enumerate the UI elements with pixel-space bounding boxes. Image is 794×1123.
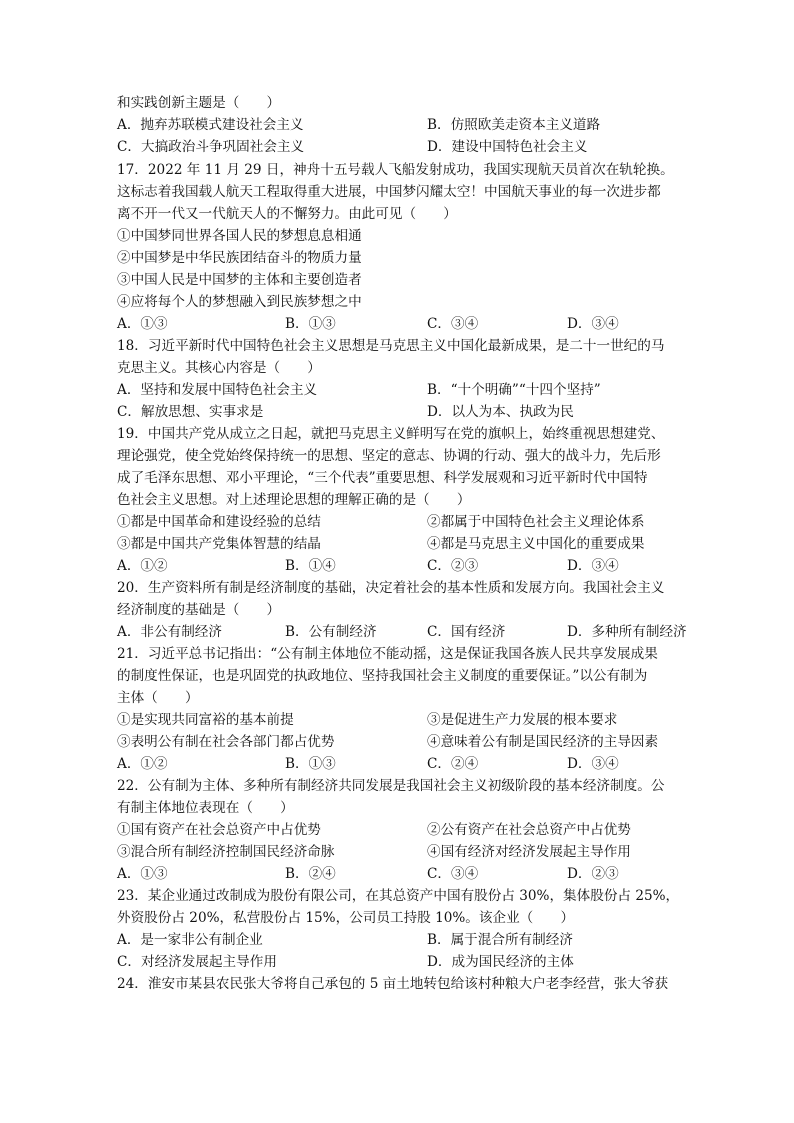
question-stem-line: 离不开一代又一代航天人的不懈努力。由此可见（ ） [117, 206, 457, 222]
option-row [117, 929, 687, 951]
question-stem-line: 经济制度的基础是（ ） [117, 602, 281, 618]
option-d: D．③④ [567, 316, 619, 332]
statement-1: ①国有资产在社会总资产中占优势 [117, 822, 321, 838]
option-c: C．③④ [427, 316, 479, 332]
statement-row [117, 511, 687, 533]
option-d: D．②③ [567, 866, 619, 882]
statement-row [117, 709, 687, 731]
question-stem-line: 19．中国共产党从成立之日起，就把马克思主义鲜明写在党的旗帜上，始终重视思想建党、 [117, 426, 665, 442]
option-d: D．多种所有制经济 [567, 624, 687, 640]
statement-4: ④国有经济对经济发展起主导作用 [427, 844, 631, 860]
option-c: C．②③ [427, 558, 479, 574]
question-stem-line: 21．习近平总书记指出：“公有制主体地位不能动摇，这是保证我国各族人民共享发展成果 [117, 646, 658, 662]
option-row [117, 753, 687, 775]
option-b: B．公有制经济 [285, 624, 377, 640]
statement-3: ③混合所有制经济控制国民经济命脉 [117, 844, 335, 860]
question-stem-line: 这标志着我国载人航天工程取得重大进展，中国梦闪耀太空！中国航天事业的每一次进步都 [117, 184, 661, 200]
statement-row [117, 533, 687, 555]
question-24 [117, 973, 687, 995]
statement-2: ③是促进生产力发展的根本要求 [427, 712, 618, 728]
option-row [117, 401, 687, 423]
statement-row [117, 841, 687, 863]
option-a: A．坚持和发展中国特色社会主义 [117, 382, 318, 398]
option-b: B．②④ [285, 866, 336, 882]
question-21 [117, 643, 687, 775]
question-stem-line: 17．2022 年 11 月 29 日，神舟十五号载人飞船发射成功，我国实现航天员首次在轨轮换。 [117, 162, 674, 178]
option-c: C．国有经济 [427, 624, 506, 640]
option-a: A．①③ [117, 316, 168, 332]
option-c: C．对经济发展起主导作用 [117, 954, 277, 970]
question-16 [117, 92, 687, 158]
option-row [117, 621, 687, 643]
statement-3: ③表明公有制在社会各部门都占优势 [117, 734, 335, 750]
statement-row [117, 819, 687, 841]
question-17 [117, 159, 687, 335]
option-a: A．①② [117, 558, 168, 574]
question-stem-line: 成了毛泽东思想、邓小平理论，“三个代表”重要思想、科学发展观和习近平新时代中国特 [117, 470, 648, 486]
statement-4: ④都是马克思主义中国化的重要成果 [427, 536, 645, 552]
question-stem-line: 有制主体地位表现在（ ） [117, 800, 294, 816]
question-stem-line: 23．某企业通过改制成为股份有限公司，在其总资产中国有股份占 30%，集体股份占 25%， [117, 888, 680, 904]
statement-3: ③中国人民是中国梦的主体和主要创造者 [117, 272, 362, 288]
option-row [117, 379, 687, 401]
option-d: D．③④ [567, 558, 619, 574]
option-a: A．非公有制经济 [117, 624, 222, 640]
option-a: A．是一家非公有制企业 [117, 932, 263, 948]
question-stem-line: 色社会主义思想。对上述理论思想的理解正确的是（ ） [117, 492, 471, 508]
option-c: C．②④ [427, 756, 479, 772]
option-b: B．①③ [285, 316, 336, 332]
question-22 [117, 775, 687, 885]
option-b: B．属于混合所有制经济 [427, 932, 573, 948]
option-b: B．①④ [285, 558, 336, 574]
option-d: D．以人为本、执政为民 [427, 404, 574, 420]
question-stem-line: 22．公有制为主体、多种所有制经济共同发展是我国社会主义初级阶段的基本经济制度。公 [117, 778, 665, 794]
option-d: D．成为国民经济的主体 [427, 954, 574, 970]
question-stem-line: 理论强党，使全党始终保持统一的思想、坚定的意志、协调的行动、强大的战斗力，先后形 [117, 448, 661, 464]
question-stem-line: 18．习近平新时代中国特色社会主义思想是马克思主义中国化最新成果，是二十一世纪的马 [117, 338, 665, 354]
statement-1: ①是实现共同富裕的基本前提 [117, 712, 294, 728]
question-stem-line: 克思主义。其核心内容是（ ） [117, 360, 321, 376]
question-stem-line: 主体（ ） [117, 690, 199, 706]
option-a: A．①② [117, 756, 168, 772]
option-row [117, 114, 687, 136]
question-23 [117, 885, 687, 973]
statement-4: ④意味着公有制是国民经济的主导因素 [427, 734, 659, 750]
option-row [117, 313, 687, 335]
statement-1: ①都是中国革命和建设经验的总结 [117, 514, 321, 530]
statement-row [117, 731, 687, 753]
option-c: C．大搞政治斗争巩固社会主义 [117, 139, 305, 155]
option-a: A．抛弃苏联模式建设社会主义 [117, 117, 304, 133]
question-19 [117, 423, 687, 577]
option-b: B．仿照欧美走资本主义道路 [427, 117, 601, 133]
statement-2: ②都属于中国特色社会主义理论体系 [427, 514, 645, 530]
option-b: B．①③ [285, 756, 336, 772]
question-stem-line: 20．生产资料所有制是经济制度的基础，决定着社会的基本性质和发展方向。我国社会主义 [117, 580, 665, 596]
statement-3: ③都是中国共产党集体智慧的结晶 [117, 536, 321, 552]
option-c: C．解放思想、实事求是 [117, 404, 264, 420]
question-stem-line: 的制度性保证，也是巩固党的执政地位、坚持我国社会主义制度的重要保证。”以公有制为 [117, 668, 648, 684]
option-a: A．①③ [117, 866, 168, 882]
option-c: C．③④ [427, 866, 479, 882]
question-stem-line: 24．淮安市某县农民张大爷将自己承包的 5 亩土地转包给该村种粮大户老李经营，张大爷获 [117, 976, 669, 992]
option-row [117, 863, 687, 885]
option-b: B．“十个明确”“十四个坚持” [427, 382, 601, 398]
question-18 [117, 335, 687, 423]
question-20 [117, 577, 687, 643]
statement-4: ④应将每个人的梦想融入到民族梦想之中 [117, 294, 362, 310]
option-row [117, 136, 687, 158]
statement-1: ①中国梦同世界各国人民的梦想息息相通 [117, 228, 362, 244]
statement-2: ②公有资产在社会总资产中占优势 [427, 822, 631, 838]
option-row [117, 951, 687, 973]
question-stem-line: 和实践创新主题是（ ） [117, 95, 281, 111]
statement-2: ②中国梦是中华民族团结奋斗的物质力量 [117, 250, 362, 266]
option-row [117, 555, 687, 577]
question-stem-line: 外资股份占 20%，私营股份占 15%，公司员工持股 10%。该企业（ ） [117, 910, 575, 926]
option-d: D．③④ [567, 756, 619, 772]
option-d: D．建设中国特色社会主义 [427, 139, 588, 155]
